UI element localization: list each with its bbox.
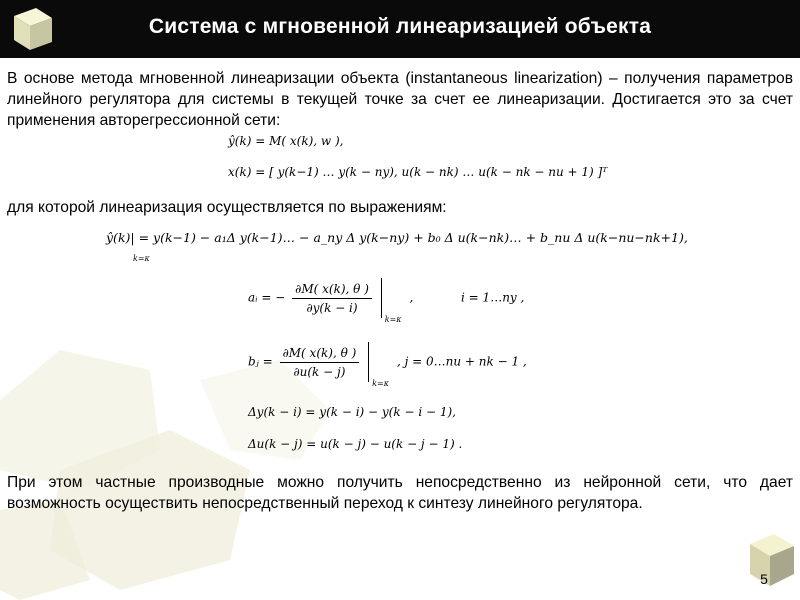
formula-a-coefficient — [248, 278, 525, 324]
page-number: 5 — [760, 571, 768, 587]
b-coefficient-eval-point: k=κ — [372, 379, 389, 388]
b-coefficient-lhs: bⱼ = — [248, 354, 273, 369]
formula-b-coefficient — [248, 342, 527, 388]
b-coefficient-denominator: ∂u(k − j) — [293, 364, 346, 379]
formula-linearized-output: ŷ(k)| = y(k−1) − a₁Δ y(k−1)… − a_ny Δ y(k−ny) + b₀ Δ u(k−nk)… + b_nu Δ u(k−nu−nk+1), — [106, 230, 688, 245]
a-coefficient-fraction — [292, 282, 372, 315]
a-coefficient-eval-bar — [381, 278, 406, 324]
slide-title: Система с мгновенной линеаризацией объекта — [148, 15, 652, 38]
formula-model-output: ŷ(k) = M( x(k), w ), — [228, 134, 344, 148]
linearization-paragraph: для которой линеаризация осуществляется по выражениям: — [7, 199, 447, 216]
formula-delta-u: Δu(k − j) = u(k − j) − u(k − j − 1) . — [248, 437, 463, 451]
a-coefficient-comma: , — [409, 290, 414, 305]
b-coefficient-eval-bar — [368, 342, 393, 388]
a-coefficient-lhs: aᵢ = − — [248, 290, 286, 305]
b-coefficient-fraction — [280, 346, 360, 379]
formula-delta-y: Δy(k − i) = y(k − i) − y(k − i − 1), — [248, 405, 456, 419]
a-coefficient-numerator: ∂M( x(k), θ ) — [292, 282, 372, 299]
a-coefficient-range: i = 1…ny , — [461, 290, 525, 305]
a-coefficient-eval-point: k=κ — [384, 315, 402, 324]
formula-linearized-output-subscript: k=κ — [133, 254, 150, 263]
b-coefficient-range: , j = 0…nu + nk − 1 , — [396, 354, 527, 369]
formula-regressor-vector: x(k) = [ y(k−1) … y(k − ny), u(k − nk) … u(k − nk − nu + 1) ]ᵀ — [228, 165, 608, 179]
intro-paragraph: В основе метода мгновенной линеаризации объекта (instantaneous linearization) – получения параметров линейного регулятора для системы в текущей точке за счет ее линеаризации. Достигается это за счет применения авторегрессионной сети: — [7, 70, 793, 129]
a-coefficient-denominator: ∂y(k − i) — [306, 300, 358, 315]
b-coefficient-numerator: ∂M( x(k), θ ) — [280, 346, 360, 363]
conclusion-paragraph: При этом частные производные можно получить непосредственно из нейронной сети, что дает возможность осуществить непосредственный переход к синтезу линейного регулятора. — [7, 474, 793, 512]
